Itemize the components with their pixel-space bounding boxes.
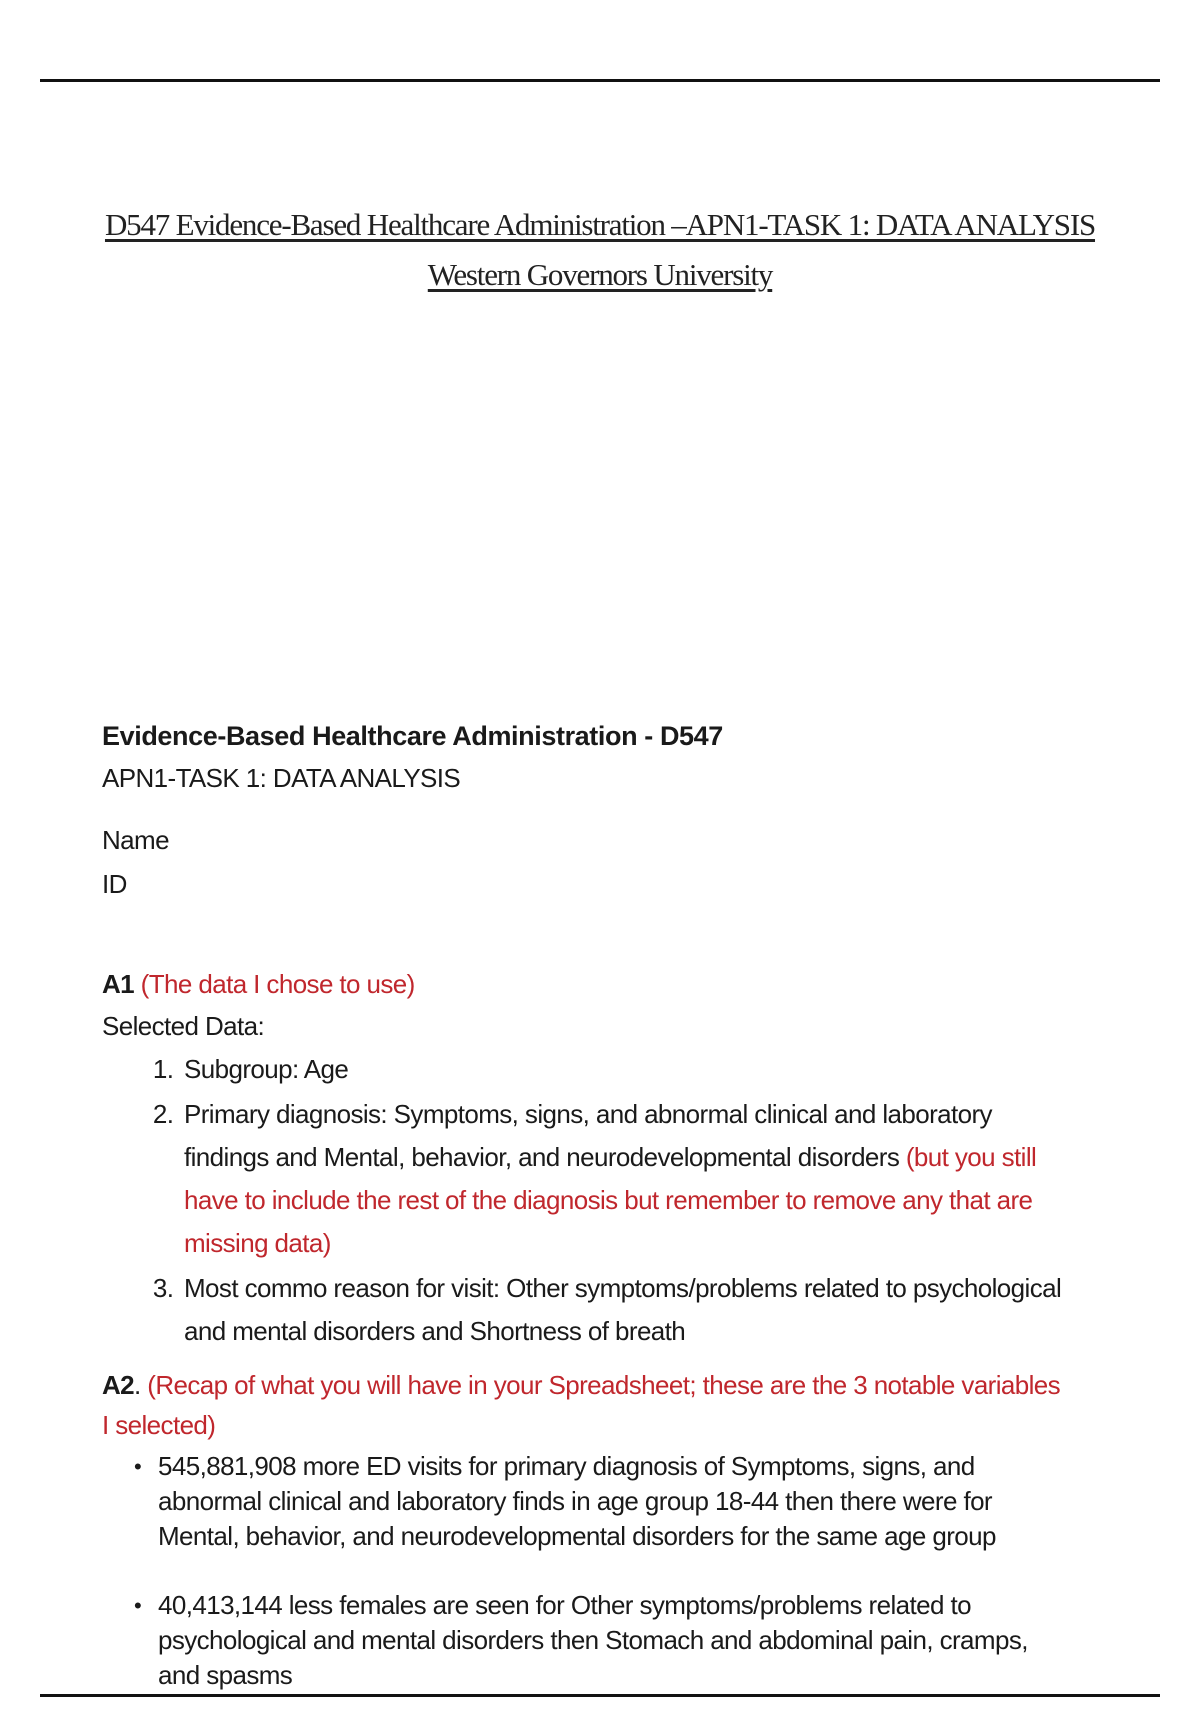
list-item-text: 40,413,144 less females are seen for Other symptoms/problems related to psychological and mental disorders then Stomach and abdominal pain, cramps, and spasms	[158, 1590, 1028, 1690]
section-a1	[102, 964, 1062, 1353]
section-a1-tag: A1	[102, 969, 135, 999]
list-item-text: Primary diagnosis: Symptoms, signs, and abnormal clinical and laboratory findings and Mental, behavior, and neurodevelopmental disorders	[184, 1099, 992, 1172]
identity-block	[102, 818, 1062, 906]
section-a2-punct: .	[134, 1370, 148, 1400]
list-item-text: Subgroup: Age	[184, 1054, 349, 1084]
section-a2-heading	[102, 1365, 1062, 1445]
id-label: ID	[102, 869, 127, 899]
section-a2-note: (Recap of what you will have in your Spreadsheet; these are the 3 notable variables I selected)	[102, 1370, 1061, 1440]
section-a1-note: (The data I chose to use)	[140, 969, 415, 999]
task-line: APN1-TASK 1: DATA ANALYSIS	[102, 763, 461, 793]
bullet-icon: •	[134, 1454, 142, 1479]
selected-data-label: Selected Data:	[102, 1011, 265, 1041]
section-a2	[102, 1365, 1062, 1693]
list-item-text: 545,881,908 more ED visits for primary diagnosis of Symptoms, signs, and abnormal clinical and laboratory finds in age group 18-44 then there were for Mental, behavior, and neurodevelopmental disorders for the same age group	[158, 1451, 996, 1551]
list-item	[180, 1048, 1062, 1091]
name-label: Name	[102, 825, 169, 855]
section-a1-heading	[102, 964, 1062, 1004]
list-item-text: Most commo reason for visit: Other symptoms/problems related to psychological and mental disorders and Shortness of breath	[184, 1273, 1062, 1346]
course-heading: Evidence-Based Healthcare Administration - D547	[102, 721, 723, 751]
list-item	[180, 1093, 1062, 1265]
list-item	[134, 1588, 1062, 1693]
selected-data-list	[102, 1048, 1062, 1353]
list-item-note: (but you still have to include the rest of the diagnosis but remember to remove any that are missing data)	[184, 1142, 1037, 1258]
list-item	[180, 1267, 1062, 1353]
bullet-icon: •	[134, 1593, 142, 1618]
document-body	[102, 716, 1062, 1727]
list-item	[134, 1449, 1062, 1554]
top-rule	[40, 79, 1160, 82]
document-title: D547 Evidence-Based Healthcare Administration –APN1-TASK 1: DATA ANALYSIS Western Governors University	[104, 207, 1096, 292]
bottom-rule	[40, 1694, 1160, 1697]
section-a2-tag: A2	[102, 1370, 135, 1400]
notable-variables-list	[102, 1449, 1062, 1693]
